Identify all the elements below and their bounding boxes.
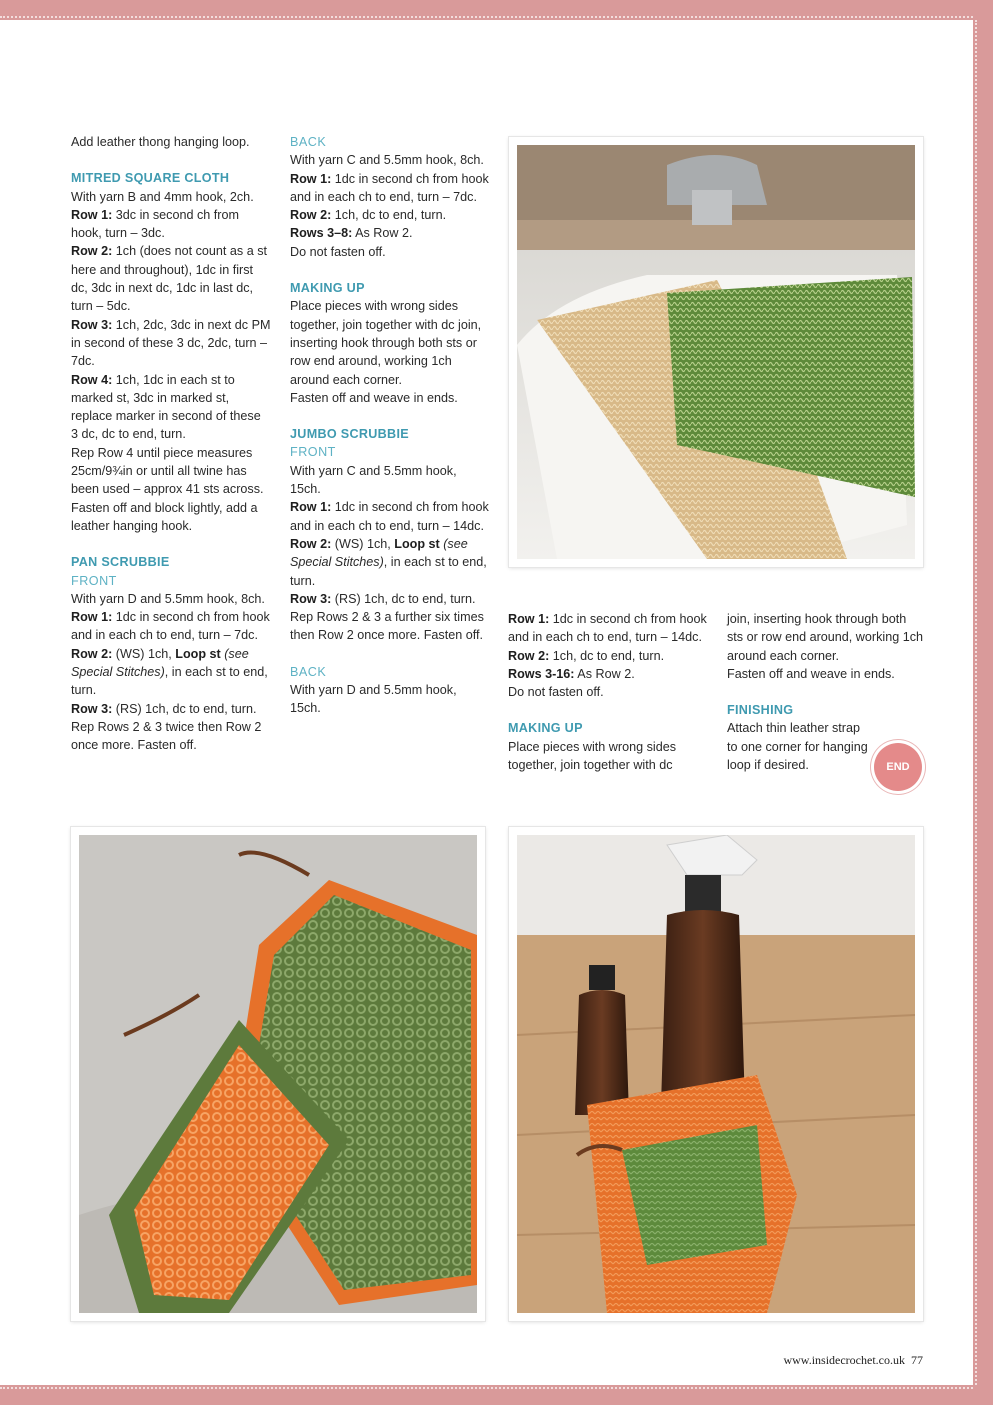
- photo-mitred-cloth: [509, 137, 923, 567]
- mitred-row-1: Row 1: 3dc in second ch from hook, turn – 3dc.: [71, 207, 239, 241]
- pan-back-subheading: BACK: [290, 135, 327, 149]
- page-border-top: [0, 0, 993, 20]
- mitred-repeat: Rep Row 4 until piece measures 25cm/9¾in or until all twine has been used – approx 41 sts across. Fasten off and block lightly, add a leather hanging hook.: [71, 445, 264, 533]
- jumbo-row-3: Row 3: (RS) 1ch, dc to end, turn.: [290, 591, 476, 606]
- mitred-row-2: Row 2: 1ch (does not count as a st here and throughout), 1dc in first dc, 3dc in next dc, 1dc in last dc, turn – 5dc.: [71, 244, 267, 314]
- mitred-row-4: Row 4: 1ch, 1dc in each st to marked st, 3dc in marked st, replace marker in second of these 3 dc, dc to end, turn.: [71, 372, 261, 442]
- jumbo-back-end: Do not fasten off.: [508, 685, 604, 700]
- end-badge: END: [874, 743, 922, 791]
- making-up-text: Place pieces with wrong sides together, join together with dc join, inserting hook through both sts or row end around, working 1ch around each corner.: [290, 299, 482, 387]
- pan-row-3: Row 3: (RS) 1ch, dc to end, turn.: [71, 701, 257, 716]
- mitred-yarn: With yarn B and 4mm hook, 2ch.: [71, 189, 254, 204]
- website-url[interactable]: www.insidecrochet.co.uk: [783, 1353, 905, 1367]
- jumbo-back-rows-3-16: Rows 3-16: As Row 2.: [508, 666, 635, 681]
- pan-front-subheading: FRONT: [71, 573, 117, 588]
- photo-mitred-cloth-image: [517, 145, 915, 559]
- jumbo-back-subheading: BACK: [290, 664, 327, 679]
- photo-jumbo-scrubbie: [509, 827, 923, 1321]
- pan-yarn: With yarn D and 5.5mm hook, 8ch.: [71, 591, 265, 606]
- pattern-column-1: [71, 133, 271, 755]
- folio: [740, 1353, 923, 1368]
- finishing-text: Attach thin leather strap to one corner for hanging loop if desired.: [727, 721, 868, 773]
- jumbo-row-1: Row 1: 1dc in second ch from hook and in each ch to end, turn – 14dc.: [290, 500, 489, 533]
- pan-back-yarn: With yarn C and 5.5mm hook, 8ch.: [290, 153, 484, 168]
- pan-back-end: Do not fasten off.: [290, 244, 386, 259]
- jumbo-making-up-text: Place pieces with wrong sides together, join together with dc: [508, 739, 676, 773]
- pan-back-row-1: Row 1: 1dc in second ch from hook and in each ch to end, turn – 7dc.: [290, 171, 489, 204]
- jumbo-back-yarn: With yarn D and 5.5mm hook, 15ch.: [290, 683, 457, 716]
- jumbo-back-row-2: Row 2: 1ch, dc to end, turn.: [508, 648, 665, 663]
- jumbo-fasten-off: Fasten off and weave in ends.: [727, 666, 895, 681]
- intro-text: Add leather thong hanging loop.: [71, 135, 250, 149]
- jumbo-making-up-cont: join, inserting hook through both sts or row end around, working 1ch around each corner.: [727, 612, 924, 663]
- pan-repeat: Rep Rows 2 & 3 twice then Row 2 once more. Fasten off.: [71, 719, 262, 753]
- pan-back-rows-3-8: Rows 3–8: As Row 2.: [290, 226, 413, 241]
- page-border-bottom: [0, 1385, 993, 1405]
- jumbo-front-subheading: FRONT: [290, 445, 336, 460]
- page-number: 77: [911, 1353, 923, 1367]
- photo-loop-scrubbies: [71, 827, 485, 1321]
- photo-loop-scrubbies-image: [79, 835, 477, 1313]
- photo-jumbo-scrubbie-image: [517, 835, 915, 1313]
- pan-scrubbie-heading: PAN SCRUBBIE: [71, 555, 170, 570]
- pattern-column-3: [508, 610, 708, 774]
- jumbo-yarn: With yarn C and 5.5mm hook, 15ch.: [290, 463, 457, 497]
- jumbo-back-row-1: Row 1: 1dc in second ch from hook and in each ch to end, turn – 14dc.: [508, 612, 707, 645]
- mitred-row-3: Row 3: 1ch, 2dc, 3dc in next dc PM in second of these 3 dc, 2dc, turn – 7dc.: [71, 317, 271, 369]
- pan-row-1: Row 1: 1dc in second ch from hook and in each ch to end, turn – 7dc.: [71, 610, 270, 643]
- pan-row-2: Row 2: (WS) 1ch, Loop st (see Special Stitches), in each st to end, turn.: [71, 646, 268, 698]
- page-border-right: [973, 0, 993, 1405]
- pattern-column-2: [290, 133, 490, 718]
- jumbo-row-2: Row 2: (WS) 1ch, Loop st (see Special Stitches), in each st to end, turn.: [290, 536, 487, 588]
- mitred-heading: MITRED SQUARE CLOTH: [71, 171, 230, 186]
- making-up-heading: MAKING UP: [290, 281, 365, 296]
- pan-back-row-2: Row 2: 1ch, dc to end, turn.: [290, 208, 447, 223]
- jumbo-repeat: Rep Rows 2 & 3 a further six times then Row 2 once more. Fasten off.: [290, 610, 484, 643]
- jumbo-scrubbie-heading: JUMBO SCRUBBIE: [290, 427, 409, 442]
- jumbo-making-up-heading: MAKING UP: [508, 721, 583, 736]
- finishing-heading: FINISHING: [727, 703, 794, 718]
- making-up-fasten: Fasten off and weave in ends.: [290, 390, 458, 405]
